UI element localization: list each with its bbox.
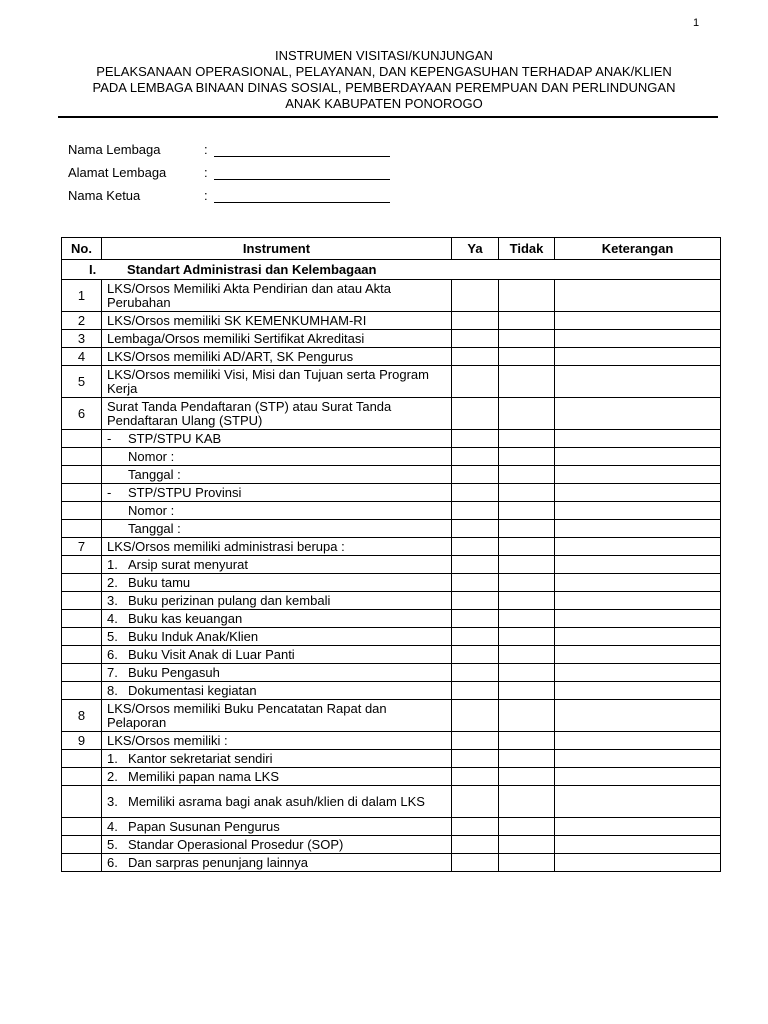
- instrument-text: LKS/Orsos memiliki :: [102, 732, 452, 750]
- row-number: [62, 768, 102, 786]
- item-text: Tanggal :: [128, 520, 181, 536]
- keterangan-cell[interactable]: [555, 556, 721, 574]
- keterangan-cell[interactable]: [555, 818, 721, 836]
- row-number: [62, 466, 102, 484]
- row-number: [62, 556, 102, 574]
- instrument-text: [102, 466, 452, 484]
- ya-cell[interactable]: [452, 366, 499, 398]
- header-tidak: Tidak: [499, 238, 555, 260]
- tidak-cell[interactable]: [499, 430, 555, 448]
- item-text: Buku Induk Anak/Klien: [128, 628, 259, 644]
- instrument-text: LKS/Orsos memiliki administrasi berupa :: [102, 538, 452, 556]
- table-row: [62, 330, 721, 348]
- table-row: [62, 366, 721, 398]
- instrument-text: [102, 750, 452, 768]
- row-number: [62, 592, 102, 610]
- item-text: Arsip surat menyurat: [128, 556, 248, 572]
- row-number: [62, 430, 102, 448]
- ya-cell[interactable]: [452, 312, 499, 330]
- row-number: 6: [62, 398, 102, 430]
- title-line-3: PADA LEMBAGA BINAAN DINAS SOSIAL, PEMBERDAYAAN PEREMPUAN DAN PERLINDUNGAN: [92, 80, 676, 95]
- field-label: Nama Lembaga: [68, 142, 161, 157]
- title-line-1: INSTRUMEN VISITASI/KUNJUNGAN: [275, 48, 493, 63]
- tidak-cell[interactable]: [499, 330, 555, 348]
- tidak-cell[interactable]: [499, 700, 555, 732]
- field-label: Nama Ketua: [68, 188, 141, 203]
- tidak-cell[interactable]: [499, 556, 555, 574]
- instrument-text: [102, 592, 452, 610]
- tidak-cell[interactable]: [499, 312, 555, 330]
- row-number: [62, 574, 102, 592]
- tidak-cell[interactable]: [499, 538, 555, 556]
- table-row: [62, 538, 721, 556]
- field-label: Alamat Lembaga: [68, 165, 167, 180]
- table-header-row: [62, 238, 721, 260]
- row-number: 9: [62, 732, 102, 750]
- keterangan-cell[interactable]: [555, 854, 721, 872]
- ya-cell[interactable]: [452, 430, 499, 448]
- item-marker: 5.: [107, 628, 118, 644]
- row-number: [62, 818, 102, 836]
- instrument-text: [102, 836, 452, 854]
- instrument-text: [102, 664, 452, 682]
- header-no: No.: [62, 238, 102, 260]
- table-row: [62, 786, 721, 818]
- keterangan-cell[interactable]: [555, 592, 721, 610]
- item-marker: 4.: [107, 610, 118, 626]
- item-text: Papan Susunan Pengurus: [128, 818, 280, 834]
- row-number: 8: [62, 700, 102, 732]
- item-text: Memiliki papan nama LKS: [128, 768, 280, 784]
- tidak-cell[interactable]: [499, 664, 555, 682]
- instrument-text: [102, 610, 452, 628]
- keterangan-cell[interactable]: [555, 466, 721, 484]
- table-row: [62, 700, 721, 732]
- table-row: [62, 280, 721, 312]
- ya-cell[interactable]: [452, 484, 499, 502]
- tidak-cell[interactable]: [499, 854, 555, 872]
- item-marker: 3.: [107, 793, 118, 809]
- table-row: [62, 520, 721, 538]
- row-number: [62, 836, 102, 854]
- tidak-cell[interactable]: [499, 574, 555, 592]
- table-row: [62, 502, 721, 520]
- item-text: Dokumentasi kegiatan: [128, 682, 257, 698]
- table-row: [62, 854, 721, 872]
- ya-cell[interactable]: [452, 700, 499, 732]
- row-number: 3: [62, 330, 102, 348]
- row-number: [62, 628, 102, 646]
- instrument-text: [102, 628, 452, 646]
- item-text: Buku tamu: [128, 574, 191, 590]
- instrument-text: LKS/Orsos Memiliki Akta Pendirian dan atau Akta Perubahan: [102, 280, 452, 312]
- ya-cell[interactable]: [452, 786, 499, 818]
- item-marker: 6.: [107, 646, 118, 662]
- tidak-cell[interactable]: [499, 610, 555, 628]
- item-text: Dan sarpras penunjang lainnya: [128, 854, 308, 870]
- instrument-text: [102, 448, 452, 466]
- keterangan-cell[interactable]: [555, 312, 721, 330]
- row-number: [62, 682, 102, 700]
- item-text: Buku Visit Anak di Luar Panti: [128, 646, 295, 662]
- item-marker: 4.: [107, 818, 118, 834]
- instrument-text: [102, 768, 452, 786]
- row-number: [62, 610, 102, 628]
- item-text: Memiliki asrama bagi anak asuh/klien di dalam LKS: [128, 793, 425, 809]
- ya-cell[interactable]: [452, 854, 499, 872]
- item-marker: 5.: [107, 836, 118, 852]
- row-number: [62, 502, 102, 520]
- table-row: [62, 732, 721, 750]
- tidak-cell[interactable]: [499, 836, 555, 854]
- keterangan-cell[interactable]: [555, 682, 721, 700]
- item-text: Kantor sekretariat sendiri: [128, 750, 273, 766]
- tidak-cell[interactable]: [499, 502, 555, 520]
- section-title: Standart Administrasi dan Kelembagaan: [127, 261, 377, 277]
- ya-cell[interactable]: [452, 768, 499, 786]
- keterangan-cell[interactable]: [555, 646, 721, 664]
- instrument-text: [102, 484, 452, 502]
- table-row: [62, 836, 721, 854]
- instrument-text: [102, 502, 452, 520]
- table-row: [62, 768, 721, 786]
- ya-cell[interactable]: [452, 646, 499, 664]
- instrument-text: [102, 556, 452, 574]
- keterangan-cell[interactable]: [555, 502, 721, 520]
- instrument-text: LKS/Orsos memiliki SK KEMENKUMHAM-RI: [102, 312, 452, 330]
- item-marker: 1.: [107, 750, 118, 766]
- ya-cell[interactable]: [452, 330, 499, 348]
- keterangan-cell[interactable]: [555, 610, 721, 628]
- item-text: Buku Pengasuh: [128, 664, 220, 680]
- field-colon: :: [204, 165, 208, 180]
- header-instrument: Instrument: [102, 238, 452, 260]
- ya-cell[interactable]: [452, 682, 499, 700]
- instrument-text: [102, 574, 452, 592]
- item-text: Nomor :: [128, 448, 175, 464]
- item-marker: 2.: [107, 768, 118, 784]
- ya-cell[interactable]: [452, 502, 499, 520]
- table-row: [62, 592, 721, 610]
- ya-cell[interactable]: [452, 732, 499, 750]
- ya-cell[interactable]: [452, 538, 499, 556]
- instrument-table: [61, 237, 721, 872]
- keterangan-cell[interactable]: [555, 768, 721, 786]
- header-ya: Ya: [452, 238, 499, 260]
- keterangan-cell[interactable]: [555, 430, 721, 448]
- instrument-text: [102, 646, 452, 664]
- row-number: [62, 484, 102, 502]
- item-marker: 3.: [107, 592, 118, 608]
- tidak-cell[interactable]: [499, 750, 555, 768]
- table-row: [62, 628, 721, 646]
- table-row: [62, 574, 721, 592]
- ya-cell[interactable]: [452, 628, 499, 646]
- tidak-cell[interactable]: [499, 398, 555, 430]
- tidak-cell[interactable]: [499, 520, 555, 538]
- field-colon: :: [204, 188, 208, 203]
- keterangan-cell[interactable]: [555, 836, 721, 854]
- row-number: [62, 646, 102, 664]
- ya-cell[interactable]: [452, 348, 499, 366]
- table-row: [62, 448, 721, 466]
- table-row: [62, 750, 721, 768]
- tidak-cell[interactable]: [499, 280, 555, 312]
- row-number: [62, 520, 102, 538]
- row-number: 7: [62, 538, 102, 556]
- table-row: [62, 646, 721, 664]
- item-marker: -: [107, 484, 112, 500]
- item-marker: 1.: [107, 556, 118, 572]
- title-line-2: PELAKSANAAN OPERASIONAL, PELAYANAN, DAN KEPENGASUHAN TERHADAP ANAK/KLIEN: [96, 64, 672, 79]
- fill-in-line[interactable]: [214, 202, 390, 203]
- keterangan-cell[interactable]: [555, 330, 721, 348]
- instrument-text: [102, 818, 452, 836]
- ya-cell[interactable]: [452, 592, 499, 610]
- row-number: [62, 786, 102, 818]
- field-colon: :: [204, 142, 208, 157]
- ya-cell[interactable]: [452, 466, 499, 484]
- ya-cell[interactable]: [452, 664, 499, 682]
- tidak-cell[interactable]: [499, 818, 555, 836]
- tidak-cell[interactable]: [499, 366, 555, 398]
- keterangan-cell[interactable]: [555, 750, 721, 768]
- instrument-text: [102, 682, 452, 700]
- document-title: [40, 48, 728, 112]
- tidak-cell[interactable]: [499, 682, 555, 700]
- instrument-text: [102, 430, 452, 448]
- item-marker: 2.: [107, 574, 118, 590]
- item-text: STP/STPU KAB: [128, 430, 222, 446]
- row-number: 2: [62, 312, 102, 330]
- item-marker: 6.: [107, 854, 118, 870]
- keterangan-cell[interactable]: [555, 538, 721, 556]
- keterangan-cell[interactable]: [555, 520, 721, 538]
- ya-cell[interactable]: [452, 574, 499, 592]
- ya-cell[interactable]: [452, 610, 499, 628]
- page-number: 1: [693, 17, 700, 29]
- tidak-cell[interactable]: [499, 592, 555, 610]
- tidak-cell[interactable]: [499, 348, 555, 366]
- section-row: [62, 260, 721, 280]
- item-text: Tanggal :: [128, 466, 181, 482]
- table-row: [62, 430, 721, 448]
- keterangan-cell[interactable]: [555, 366, 721, 398]
- table-row: [62, 556, 721, 574]
- item-text: Standar Operasional Prosedur (SOP): [128, 836, 344, 852]
- keterangan-cell[interactable]: [555, 786, 721, 818]
- row-number: [62, 750, 102, 768]
- table-row: [62, 818, 721, 836]
- tidak-cell[interactable]: [499, 768, 555, 786]
- item-marker: -: [107, 430, 112, 446]
- item-text: Buku kas keuangan: [128, 610, 243, 626]
- tidak-cell[interactable]: [499, 466, 555, 484]
- item-text: Nomor :: [128, 502, 175, 518]
- tidak-cell[interactable]: [499, 646, 555, 664]
- table-row: [62, 348, 721, 366]
- row-number: [62, 448, 102, 466]
- table-row: [62, 466, 721, 484]
- ya-cell[interactable]: [452, 556, 499, 574]
- ya-cell[interactable]: [452, 750, 499, 768]
- keterangan-cell[interactable]: [555, 348, 721, 366]
- keterangan-cell[interactable]: [555, 448, 721, 466]
- instrument-text: LKS/Orsos memiliki Buku Pencatatan Rapat dan Pelaporan: [102, 700, 452, 732]
- instrument-text: [102, 854, 452, 872]
- ya-cell[interactable]: [452, 818, 499, 836]
- instrument-text: [102, 786, 452, 818]
- tidak-cell[interactable]: [499, 484, 555, 502]
- table-row: [62, 484, 721, 502]
- item-marker: 8.: [107, 682, 118, 698]
- table-row: [62, 312, 721, 330]
- fill-in-line[interactable]: [214, 156, 390, 157]
- keterangan-cell[interactable]: [555, 700, 721, 732]
- instrument-text: LKS/Orsos memiliki AD/ART, SK Pengurus: [102, 348, 452, 366]
- instrument-text: [102, 520, 452, 538]
- header-keterangan: Keterangan: [555, 238, 721, 260]
- tidak-cell[interactable]: [499, 786, 555, 818]
- fill-in-line[interactable]: [214, 179, 390, 180]
- keterangan-cell[interactable]: [555, 574, 721, 592]
- keterangan-cell[interactable]: [555, 664, 721, 682]
- keterangan-cell[interactable]: [555, 484, 721, 502]
- keterangan-cell[interactable]: [555, 628, 721, 646]
- item-text: Buku perizinan pulang dan kembali: [128, 592, 331, 608]
- ya-cell[interactable]: [452, 398, 499, 430]
- tidak-cell[interactable]: [499, 628, 555, 646]
- table-row: [62, 664, 721, 682]
- title-line-4: ANAK KABUPATEN PONOROGO: [285, 96, 483, 111]
- item-marker: 7.: [107, 664, 118, 680]
- table-row: [62, 398, 721, 430]
- table-row: [62, 610, 721, 628]
- section-cell: [62, 260, 721, 280]
- table-row: [62, 682, 721, 700]
- ya-cell[interactable]: [452, 280, 499, 312]
- instrument-text: LKS/Orsos memiliki Visi, Misi dan Tujuan serta Program Kerja: [102, 366, 452, 398]
- tidak-cell[interactable]: [499, 448, 555, 466]
- ya-cell[interactable]: [452, 520, 499, 538]
- instrument-text: Surat Tanda Pendaftaran (STP) atau Surat Tanda Pendaftaran Ulang (STPU): [102, 398, 452, 430]
- row-number: 1: [62, 280, 102, 312]
- keterangan-cell[interactable]: [555, 398, 721, 430]
- ya-cell[interactable]: [452, 836, 499, 854]
- keterangan-cell[interactable]: [555, 280, 721, 312]
- instrument-text: Lembaga/Orsos memiliki Sertifikat Akreditasi: [102, 330, 452, 348]
- keterangan-cell[interactable]: [555, 732, 721, 750]
- row-number: 4: [62, 348, 102, 366]
- item-text: STP/STPU Provinsi: [128, 484, 242, 500]
- row-number: 5: [62, 366, 102, 398]
- tidak-cell[interactable]: [499, 732, 555, 750]
- section-number: I.: [89, 261, 97, 277]
- ya-cell[interactable]: [452, 448, 499, 466]
- row-number: [62, 664, 102, 682]
- title-divider: [58, 116, 718, 117]
- row-number: [62, 854, 102, 872]
